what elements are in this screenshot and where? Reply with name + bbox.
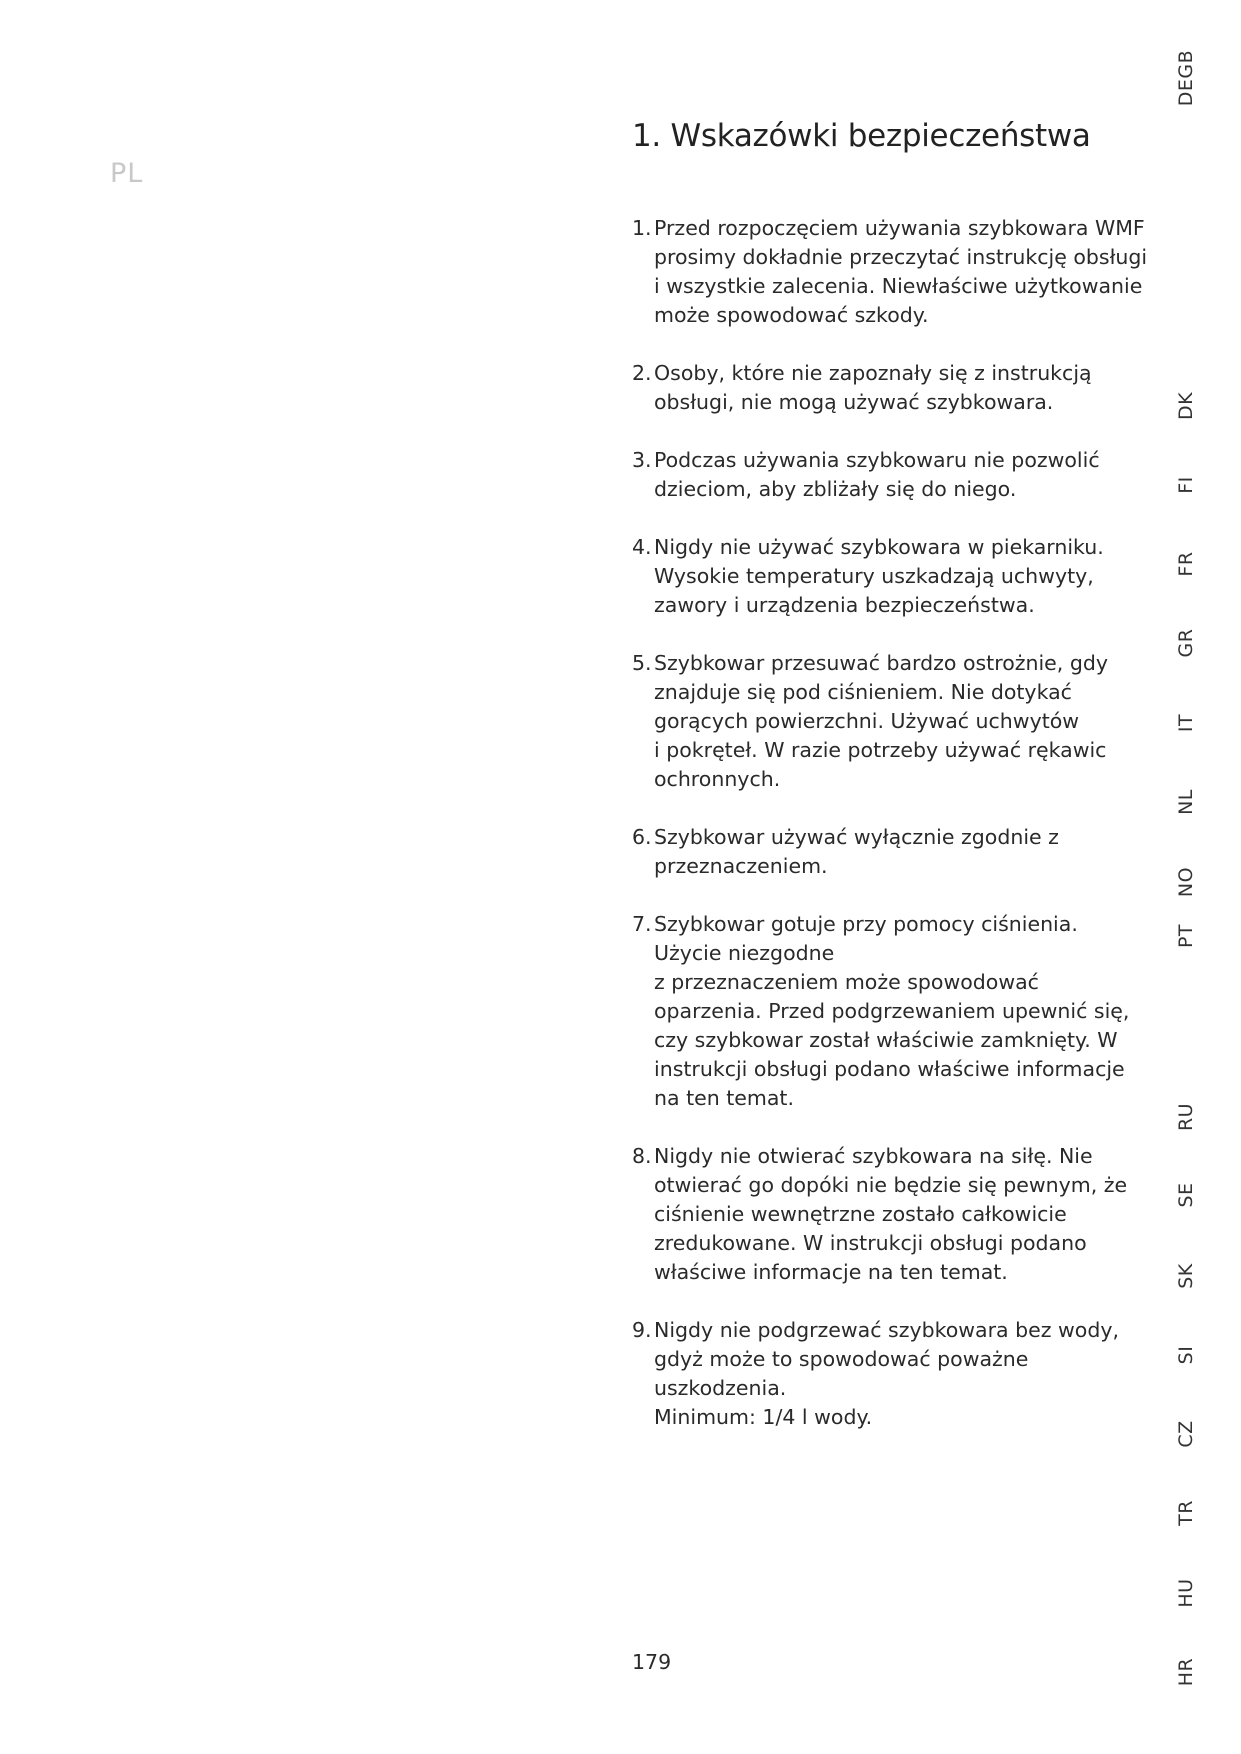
language-tab-cz[interactable] (1168, 1404, 1204, 1464)
language-tab-sk[interactable] (1168, 1246, 1204, 1306)
language-tab-label: TR (1175, 1500, 1197, 1526)
instruction-line: przeznaczeniem. (654, 854, 828, 878)
instruction-line: Osoby, które nie zapoznały się z instrukcją (654, 361, 1092, 385)
language-tab-label: FI (1175, 476, 1197, 494)
language-tab-label: DEGB (1175, 49, 1197, 107)
language-tab-pt[interactable] (1168, 906, 1204, 966)
language-tab-label: FR (1175, 551, 1197, 577)
instruction-line: Szybkowar przesuwać bardzo ostrożnie, gdy (654, 651, 1108, 675)
instruction-item (632, 533, 1132, 620)
instruction-line: gorących powierzchni. Używać uchwytów (654, 709, 1080, 733)
instruction-line: oparzenia. Przed podgrzewaniem upewnić się, (654, 999, 1130, 1023)
instruction-number: 9. (632, 1318, 652, 1342)
language-tab-label: DK (1175, 391, 1197, 421)
language-tab-label: SK (1175, 1263, 1197, 1289)
language-tab-nl[interactable] (1168, 772, 1204, 832)
instruction-item (632, 823, 1132, 881)
instruction-line: i pokręteł. W razie potrzeby używać rękawic (654, 738, 1107, 762)
instruction-line: ochronnych. (654, 767, 781, 791)
instruction-line: właściwe informacje na ten temat. (654, 1260, 1008, 1284)
instruction-item (632, 214, 1148, 330)
language-tab-dk[interactable] (1168, 376, 1204, 436)
safety-instructions-list (632, 214, 1148, 1461)
language-tab-si[interactable] (1168, 1325, 1204, 1385)
language-tab-label: NO (1175, 866, 1197, 898)
instruction-line: Szybkowar gotuje przy pomocy ciśnienia. (654, 912, 1078, 936)
instruction-item (632, 1142, 1132, 1287)
language-tab-se[interactable] (1168, 1165, 1204, 1225)
language-tab-label: SE (1175, 1182, 1197, 1208)
instruction-number: 6. (632, 825, 652, 849)
language-tab-it[interactable] (1168, 693, 1204, 753)
instruction-line: ciśnienie wewnętrzne zostało całkowicie (654, 1202, 1067, 1226)
instruction-number: 2. (632, 361, 652, 385)
instruction-item (632, 446, 1132, 504)
instruction-line: instrukcji obsługi podano właściwe informacje (654, 1057, 1125, 1081)
instruction-line: może spowodować szkody. (654, 303, 929, 327)
instruction-line: otwierać go dopóki nie będzie się pewnym, że (654, 1173, 1128, 1197)
language-tab-label: NL (1175, 789, 1197, 815)
language-tab-label: HU (1175, 1578, 1197, 1608)
instruction-item (632, 359, 1132, 417)
language-tab-degb[interactable] (1168, 48, 1204, 108)
instruction-line: dzieciom, aby zbliżały się do niego. (654, 477, 1017, 501)
instruction-line: Nigdy nie używać szybkowara w piekarniku. (654, 535, 1104, 559)
language-tab-label: IT (1175, 713, 1197, 733)
language-tab-fi[interactable] (1168, 455, 1204, 515)
instruction-item (632, 649, 1132, 794)
instruction-number: 5. (632, 651, 652, 675)
instruction-line: znajduje się pod ciśnieniem. Nie dotykać (654, 680, 1072, 704)
instruction-line: i wszystkie zalecenia. Niewłaściwe użytkowanie (654, 274, 1143, 298)
instruction-line: Szybkowar używać wyłącznie zgodnie z (654, 825, 1059, 849)
instruction-line: zawory i urządzenia bezpieczeństwa. (654, 593, 1035, 617)
instruction-number: 3. (632, 448, 652, 472)
language-tab-label: HR (1175, 1657, 1197, 1687)
language-tab-fr[interactable] (1168, 534, 1204, 594)
language-tab-label: GR (1175, 628, 1197, 658)
instruction-item (632, 910, 1132, 1113)
instruction-line: Przed rozpoczęciem używania szybkowara WMF (654, 216, 1145, 240)
instruction-number: 4. (632, 535, 652, 559)
language-tab-tr[interactable] (1168, 1483, 1204, 1543)
language-tab-hu[interactable] (1168, 1563, 1204, 1623)
language-marker: PL (110, 158, 144, 189)
instruction-item (632, 1316, 1132, 1432)
instruction-line: gdyż może to spowodować poważne (654, 1347, 1029, 1371)
language-tab-ru[interactable] (1168, 1087, 1204, 1147)
language-tab-gr[interactable] (1168, 613, 1204, 673)
instruction-line: Użycie niezgodne (654, 941, 835, 965)
page-title: 1. Wskazówki bezpieczeństwa (632, 118, 1091, 154)
language-tab-label: SI (1175, 1345, 1197, 1365)
language-tab-sidebar (1168, 0, 1204, 1754)
instruction-number: 1. (632, 216, 652, 240)
language-tab-label: RU (1175, 1102, 1197, 1132)
instruction-line: Minimum: 1/4 l wody. (654, 1405, 873, 1429)
instruction-line: czy szybkowar został właściwie zamknięty. W (654, 1028, 1118, 1052)
language-tab-hr[interactable] (1168, 1642, 1204, 1702)
language-tab-label: CZ (1175, 1420, 1197, 1448)
instruction-line: prosimy dokładnie przeczytać instrukcję obsługi (654, 245, 1148, 269)
instruction-line: obsługi, nie mogą używać szybkowara. (654, 390, 1054, 414)
instruction-line: z przeznaczeniem może spowodować (654, 970, 1039, 994)
instruction-number: 8. (632, 1144, 652, 1168)
instruction-number: 7. (632, 912, 652, 936)
instruction-line: zredukowane. W instrukcji obsługi podano (654, 1231, 1087, 1255)
instruction-line: Nigdy nie otwierać szybkowara na siłę. Nie (654, 1144, 1093, 1168)
language-tab-no[interactable] (1168, 852, 1204, 912)
instruction-line: uszkodzenia. (654, 1376, 787, 1400)
language-tab-label: PT (1175, 923, 1197, 949)
instruction-line: Nigdy nie podgrzewać szybkowara bez wody, (654, 1318, 1119, 1342)
instruction-line: Wysokie temperatury uszkadzają uchwyty, (654, 564, 1094, 588)
page-number: 179 (632, 1650, 672, 1674)
instruction-line: na ten temat. (654, 1086, 794, 1110)
instruction-line: Podczas używania szybkowaru nie pozwolić (654, 448, 1100, 472)
